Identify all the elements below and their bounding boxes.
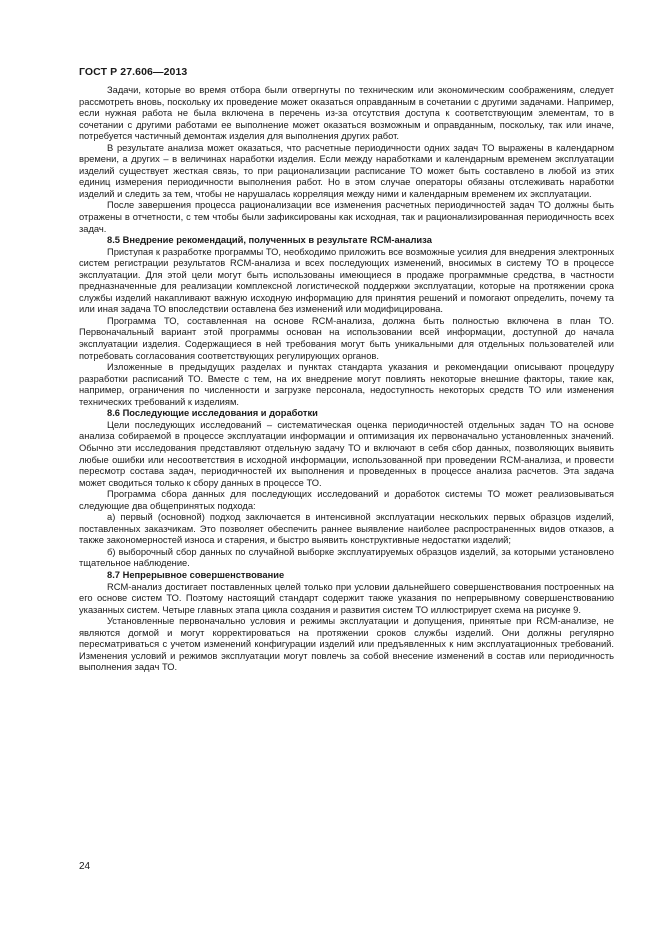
paragraph: Установленные первоначально условия и режимы эксплуатации и допущения, принятые при RCM-анализе, не являются догмой и могут корректироваться на протяжении сроков службы изделий. Они должны регулярно пересматриваться с учетом изменений конфигурации изделий или предъявленных к ним эксплуатационных требований. Изменения условий и режимов эксплуатации могут повлечь за собой внесение изменений в состав или периодичность выполнения задач ТО.: [79, 616, 614, 673]
section-heading-8-7: 8.7 Непрерывное совершенствование: [107, 569, 285, 580]
paragraph: RCM-анализ достигает поставленных целей только при условии дальнейшего совершенствования построенных на его основе систем ТО. Поэтому настоящий стандарт содержит также указания по непрерывному совершенствованию указанных систем. Четыре главных этапа цикла создания и развития систем ТО иллюстрирует схема на рисунке 9.: [79, 581, 614, 615]
paragraph: Программа сбора данных для последующих исследований и доработок системы ТО может реализовываться следующие два общепринятых подхода:: [79, 489, 614, 511]
paragraph: Приступая к разработке программы ТО, необходимо приложить все возможные усилия для внедрения электронных систем регистрации результатов RCM-анализа и всех последующих изменений, вносимых в систему ТО в процессе эксплуатации. Для этой цели могут быть использованы имеющиеся в продаже программные средства, в частности предназначенные для реализации комплексной логистической поддержки эксплуатации, которые на протяжении срока службы изделий накапливают важную исходную информацию для принятия решений и помогают определить, почему та или иная задача ТО впоследствии оставлена без изменений или модифицирована.: [79, 246, 614, 315]
section-heading-8-6: 8.6 Последующие исследования и доработки: [107, 408, 318, 419]
list-item-b: б) выборочный сбор данных по случайной выборке эксплуатируемых образцов изделий, за которыми установлено тщательное наблюдение.: [79, 546, 614, 569]
page-number: 24: [79, 861, 91, 872]
paragraph: Изложенные в предыдущих разделах и пунктах стандарта указания и рекомендации описывают процедуру разработки расписаний ТО. Вместе с тем, на их внедрение могут повлиять некоторые внешние факторы, такие как, например, ограничения по численности и загрузке персонала, недоступность некоторых средств ТО или изменения технических требований к изделиям.: [79, 362, 614, 407]
document-body: [79, 85, 614, 674]
paragraph: Задачи, которые во время отбора были отвергнуты по техническим или экономическим соображениям, следует рассмотреть вновь, поскольку их проведение может оказаться оправданным в сочетании с другими задачами. Например, если нужная работа не была включена в перечень из-за отсутствия доступа к соответствующим элементам, то в сочетании с другими работами ее выполнение может оказаться возможным и оправданным, поскольку, так или иначе, потребуется частичный демонтаж изделия для выполнения других работ.: [79, 85, 614, 142]
document-header: ГОСТ Р 27.606—2013: [79, 66, 188, 78]
list-item-a: а) первый (основной) подход заключается в интенсивной эксплуатации нескольких первых образцов изделий, поставленных заказчикам. Это позволяет обеспечить раннее выявление наиболее распространенных видов отказов, а также закономерностей износа и старения, и быстро выявить конструктивные недостатки изделий;: [79, 512, 614, 546]
paragraph: Цели последующих исследований – систематическая оценка периодичностей отдельных задач ТО на основе анализа собираемой в процессе эксплуатации информации и оптимизация их первоначально установленных значений. Обычно эти исследования представляют отдельную задачу ТО и включают в себя сбор данных, позволяющих выявить любые ошибки или несоответствия в исходной информации, использованной при проведении RCM-анализа, и провести пересмотр состава задач, периодичностей их выполнения и проведенных в процессе анализа расчетов. Эта задача может сводиться только к сбору данных в процессе ТО.: [79, 419, 614, 488]
paragraph: Программа ТО, составленная на основе RCM-анализа, должна быть полностью включена в план ТО. Первоначальный вариант этой программы основан на использовании всей информации, доступной до начала эксплуатации изделия. Содержащиеся в ней требования могут быть уникальными для отдельных пользователей или потребовать согласования соответствующих регулирующих органов.: [79, 315, 614, 361]
paragraph: В результате анализа может оказаться, что расчетные периодичности одних задач ТО выражены в календарном времени, а других – в величинах наработки изделия. Если между наработками и календарным временем эксплуатации изделий существует жесткая связь, то при рационализации расписание ТО может быть составлено в любой из этих единиц измерения периодичности выполнения работ. Но в этом случае операторы обязаны отслеживать наработки изделий и следить за тем, чтобы не нарушалась корреляция между ними и календарным временем их эксплуатации.: [79, 142, 614, 199]
paragraph: После завершения процесса рационализации все изменения расчетных периодичностей задач ТО должны быть отражены в отчетности, с тем чтобы были зафиксированы как исходная, так и рационализированная периодичность всех задач.: [79, 200, 614, 234]
section-heading-8-5: 8.5 Внедрение рекомендаций, полученных в результате RCM-анализа: [107, 235, 432, 246]
